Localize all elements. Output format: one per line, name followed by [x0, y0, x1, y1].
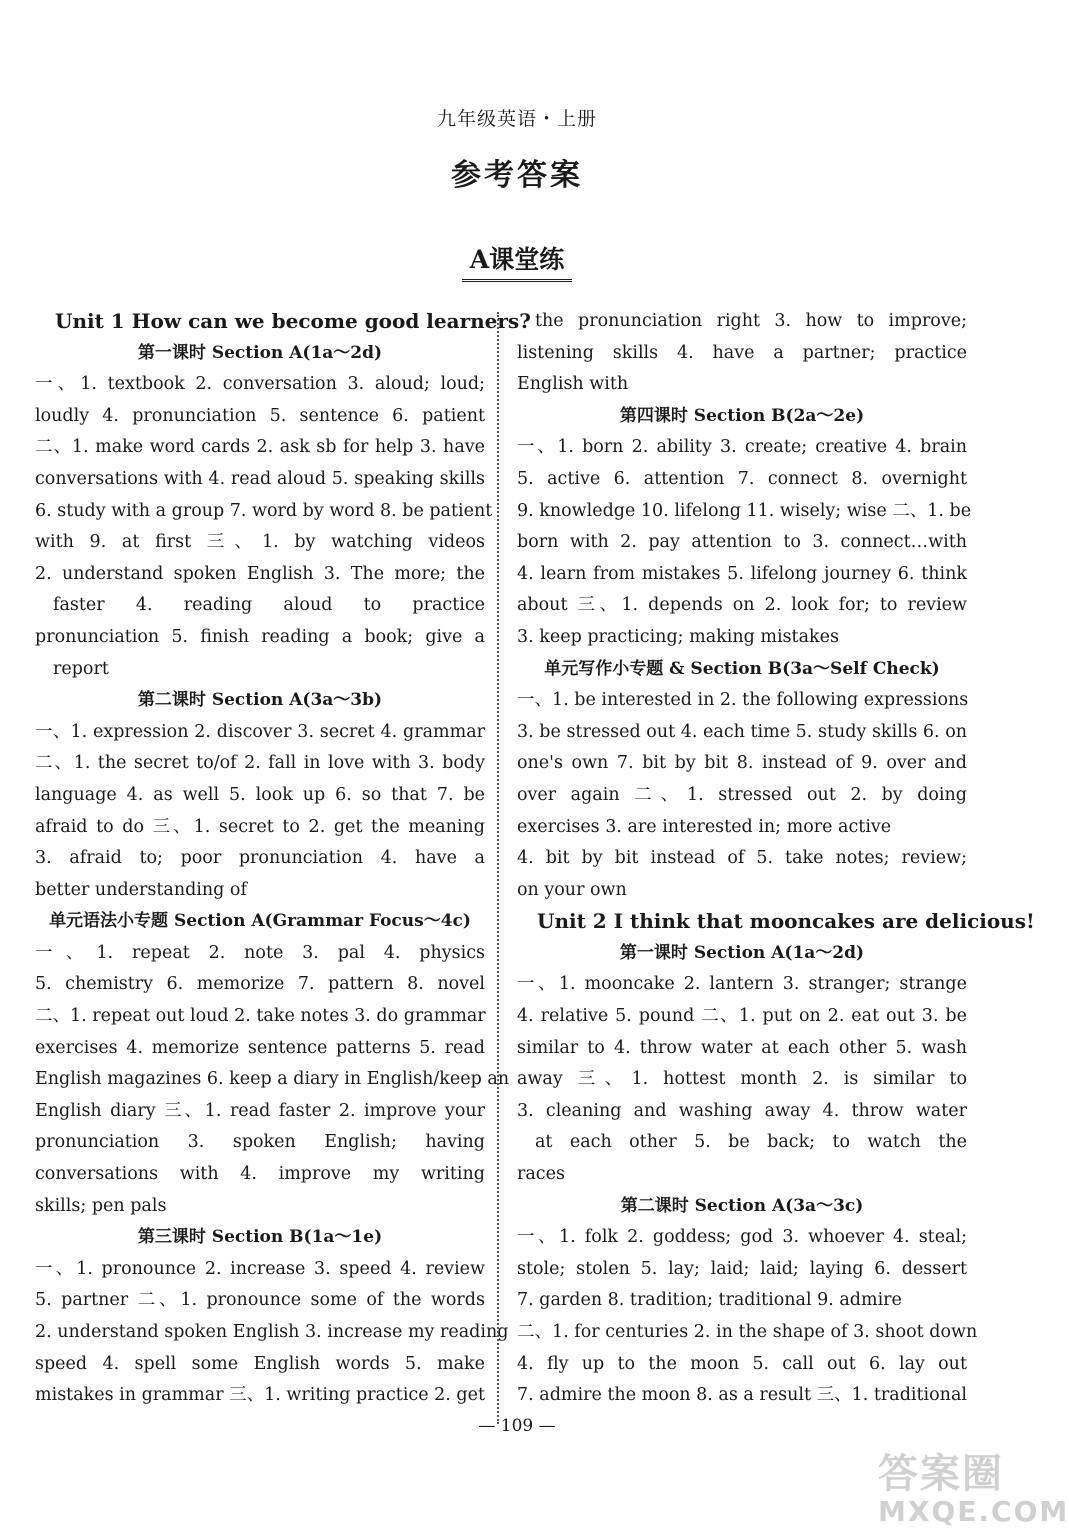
answer-line: conversations with 4. read aloud 5. speaking skills: [35, 468, 485, 489]
section-heading-text: A课堂练: [462, 240, 572, 282]
lesson-heading: 第二课时 Section A(3a～3c): [620, 1195, 864, 1216]
lesson-heading: 单元写作小专题 & Section B(3a～Self Check): [544, 658, 940, 679]
answer-line: about 三、1. depends on 2. look for; to review: [517, 595, 967, 616]
answer-line: 3. afraid to; poor pronunciation 4. have a: [35, 848, 485, 869]
answer-line: 一、1. folk 2. goddess; god 3. whoever 4. steal;: [517, 1227, 967, 1248]
answer-line: afraid to do 三、1. secret to 2. get the meaning: [35, 816, 485, 837]
answer-line: the pronunciation right 3. how to improve;: [535, 311, 967, 331]
answer-line: mistakes in grammar 三、1. writing practice 2. get: [35, 1385, 485, 1406]
lesson-heading: 第三课时 Section B(1a～1e): [137, 1227, 383, 1248]
unit-heading: Unit 2 I think that mooncakes are delicious!: [537, 909, 1035, 934]
answer-line: 一、1. born 2. ability 3. create; creative 4. brain: [517, 437, 967, 458]
answer-line: 一、1. be interested in 2. the following expressions: [517, 690, 969, 711]
answer-line: similar to 4. throw water at each other 5. wash: [517, 1037, 967, 1058]
answer-line: 9. knowledge 10. lifelong 11. wisely; wise 二、1. be: [517, 500, 972, 521]
answer-line: better understanding of: [35, 879, 247, 900]
answer-line: 4. fly up to the moon 5. call out 6. lay out: [517, 1353, 967, 1374]
answer-line: 3. cleaning and washing away 4. throw water: [517, 1100, 967, 1121]
answer-line: English with: [517, 374, 629, 395]
answer-line: 一、1. textbook 2. conversation 3. aloud; loud;: [35, 374, 485, 395]
answer-line: with 9. at first 三、1. by watching videos: [35, 532, 485, 553]
lesson-heading: 单元语法小专题 Section A(Grammar Focus～4c): [49, 911, 471, 932]
answer-line: speed 4. spell some English words 5. make: [35, 1353, 485, 1374]
left-column: [35, 306, 531, 1412]
answer-line: 一、1. expression 2. discover 3. secret 4. grammar: [35, 721, 485, 742]
column-divider: [497, 312, 499, 1424]
answer-line: 3. be stressed out 4. each time 5. study skills 6. on: [517, 721, 967, 742]
answer-line: 4. learn from mistakes 5. lifelong journey 6. think: [517, 563, 967, 584]
answer-line: listening skills 4. have a partner; practice: [517, 342, 967, 363]
answer-line: 7. garden 8. tradition; traditional 9. admire: [517, 1290, 902, 1311]
section-heading: [0, 240, 1034, 282]
answer-line: conversations with 4. improve my writing: [35, 1164, 485, 1185]
page-title: 参考答案: [451, 158, 583, 193]
answer-line: English diary 三、1. read faster 2. improve your: [35, 1100, 485, 1121]
answer-line: pronunciation 3. spoken English; having: [35, 1132, 485, 1153]
answer-line: 6. study with a group 7. word by word 8. be patient: [35, 500, 493, 521]
answer-line: skills; pen pals: [35, 1195, 167, 1216]
answer-line: report: [53, 658, 109, 679]
answer-line: pronunciation 5. finish reading a book; give a: [35, 626, 485, 647]
answer-line: away 三、1. hottest month 2. is similar to: [517, 1069, 967, 1090]
answer-line: 一、1. repeat 2. note 3. pal 4. physics: [35, 942, 485, 963]
watermark-logo-text: 答案圈: [878, 1451, 1004, 1497]
answer-line: English magazines 6. keep a diary in English/keep an: [35, 1069, 510, 1090]
answer-line: 4. bit by bit instead of 5. take notes; review;: [517, 848, 967, 869]
answer-line: 5. active 6. attention 7. connect 8. overnight: [517, 468, 967, 489]
lesson-heading: 第二课时 Section A(3a～3b): [137, 690, 383, 711]
answer-line: one's own 7. bit by bit 8. instead of 9. over and: [517, 753, 967, 774]
answer-line: 3. keep practicing; making mistakes: [517, 626, 839, 647]
answer-line: born with 2. pay attention to 3. connect…with: [517, 532, 967, 553]
unit-heading: Unit 1 How can we become good learners?: [55, 309, 531, 333]
lesson-heading: 第一课时 Section A(1a～2d): [137, 342, 383, 363]
right-column: [517, 306, 1035, 1412]
book-subtitle: 九年级英语・上册: [436, 108, 597, 130]
answer-line: 2. understand spoken English 3. increase my reading: [35, 1322, 509, 1342]
answer-line: 4. relative 5. pound 二、1. put on 2. eat out 3. be: [517, 1006, 967, 1027]
answer-line: 二、1. repeat out loud 2. take notes 3. do grammar: [35, 1006, 486, 1027]
answer-line: faster 4. reading aloud to practice: [53, 595, 485, 616]
answer-line: loudly 4. pronunciation 5. sentence 6. patient: [35, 405, 485, 426]
answer-line: 5. chemistry 6. memorize 7. pattern 8. novel: [35, 974, 485, 995]
answer-line: 二、1. make word cards 2. ask sb for help 3. have: [35, 437, 485, 458]
answer-line: 2. understand spoken English 3. The more; the: [35, 563, 485, 584]
answer-line: 二、1. the secret to/of 2. fall in love with 3. body: [35, 753, 485, 774]
answer-line: races: [517, 1164, 565, 1185]
site-watermark: [878, 1442, 1069, 1532]
answer-line: 一、1. mooncake 2. lantern 3. stranger; strange: [517, 974, 967, 995]
answer-line: over again 二、1. stressed out 2. by doing: [517, 784, 967, 805]
answer-line: 二、1. for centuries 2. in the shape of 3. shoot down: [517, 1322, 978, 1342]
watermark-url: MXQE.COM: [878, 1495, 1069, 1528]
answer-line: on your own: [517, 879, 627, 900]
lesson-heading: 第一课时 Section A(1a～2d): [619, 942, 865, 963]
answer-line: language 4. as well 5. look up 6. so that 7. be: [35, 784, 485, 805]
lesson-heading: 第四课时 Section B(2a～2e): [619, 405, 865, 426]
answer-line: 一、1. pronounce 2. increase 3. speed 4. review: [35, 1258, 485, 1279]
answer-line: 7. admire the moon 8. as a result 三、1. traditional: [517, 1385, 967, 1406]
page-number: — 109 —: [478, 1416, 556, 1436]
answer-line: exercises 3. are interested in; more active: [517, 816, 892, 837]
answer-line: stole; stolen 5. lay; laid; laid; laying 6. dessert: [517, 1258, 967, 1279]
answer-line: exercises 4. memorize sentence patterns 5. read: [35, 1037, 485, 1058]
answer-line: at each other 5. be back; to watch the: [535, 1132, 967, 1153]
answer-line: 5. partner 二、1. pronounce some of the words: [35, 1290, 485, 1311]
